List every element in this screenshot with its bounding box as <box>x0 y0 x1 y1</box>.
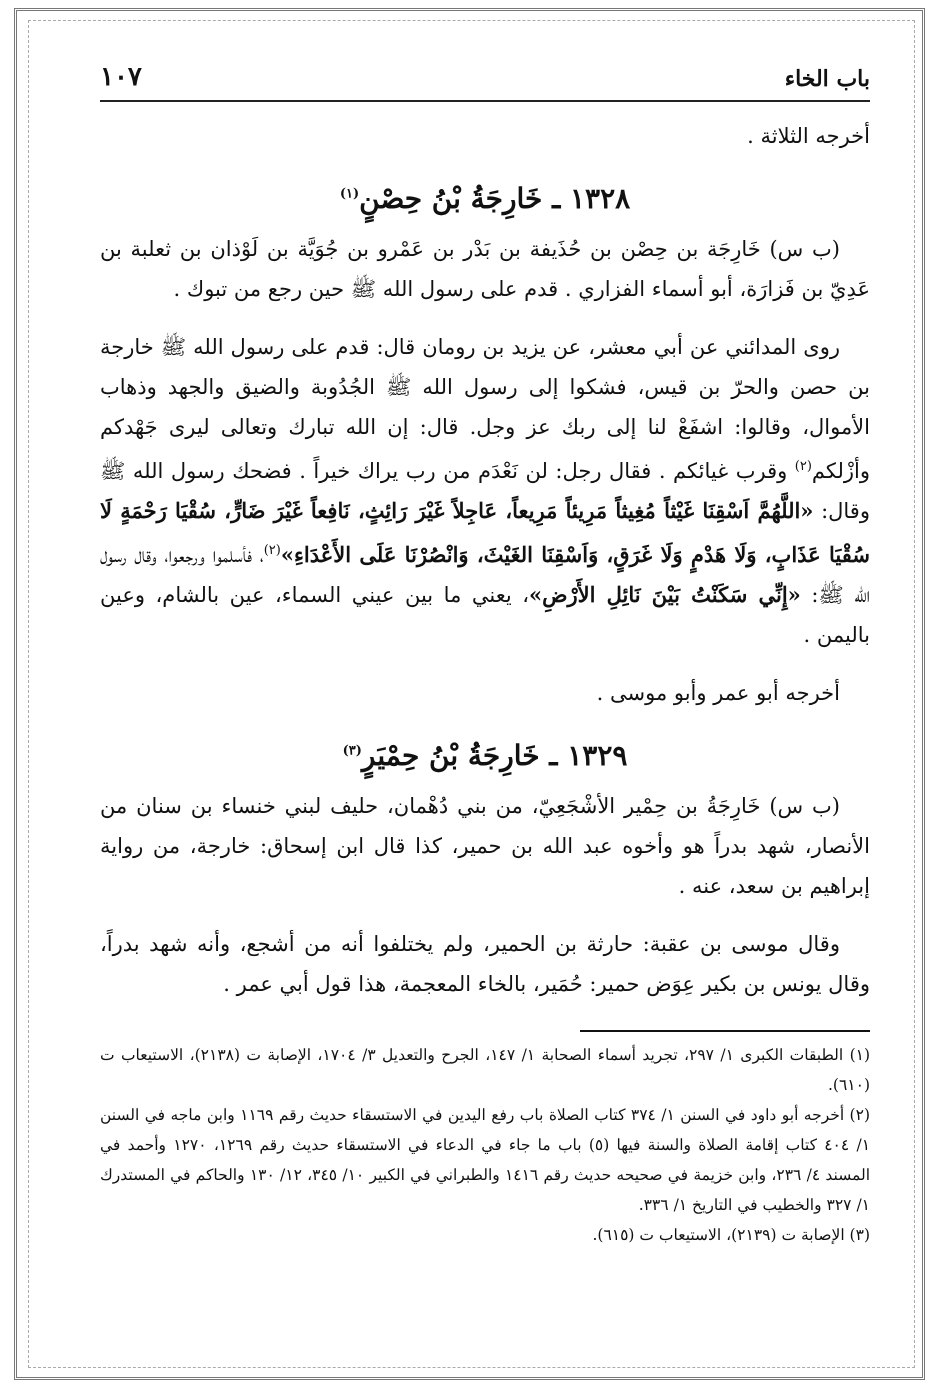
paragraph-text: روى المدائني عن أبي معشر، عن يزيد بن رومان قال: قدم على رسول الله ﷺ خارجة بن حصن والحرّ بن قيس، فشكوا إلى رسول الله ﷺ الجُدُوبة والضيق والجهد وذهاب الأموال، وقالوا: اشفَعْ لنا إلى ربك عز وجل. قال: إن الله تبارك وتعالى ليرى جَهْدكم وأزْلكم <box>100 335 870 483</box>
footnote-2: (٢) أخرجه أبو داود في السنن ١/ ٣٧٤ كتاب الصلاة باب رفع اليدين في الاستسقاء حديث رقم ١١٦٩ وابن ماجه في السنن ١/ ٤٠٤ كتاب إقامة الصلاة والسنة فيها (٥) باب ما جاء في الدعاء في الاستسقاء حديث رقم ١٢٦٩، ١٢٧٠ وأحمد في المسند ٤/ ٢٣٦، وابن خزيمة في صحيحه حديث رقم ١٤١٦ والطبراني في الكبير ١٠/ ٣٤٥، ١٢/ ١٣٠ والحاكم في المستدرك ١/ ٣٢٧ والخطيب في التاريخ ١/ ٣٣٦. <box>100 1106 871 1214</box>
footnote-separator <box>580 1030 870 1032</box>
entry-1328-heading <box>100 182 870 215</box>
page <box>100 60 870 1360</box>
paragraph-text: وقرب غيائكم . فقال رجل: لن نَعْدَم من رب يراك خيراً . فضحك رسول الله ﷺ وقال: <box>100 459 870 523</box>
footnote-3: (٣) الإصابة ت (٢١٣٩)، الاستيعاب ت (٦١٥). <box>592 1226 870 1244</box>
paragraph-text: ، فأسلموا ورجعوا، وقال رسول الله ﷺ: <box>100 543 871 607</box>
footnote-ref: (١) <box>339 186 360 202</box>
footnotes <box>100 1040 870 1250</box>
entry-1328-paragraph-1: (ب س) خَارِجَة بن حِصْن بن حُذَيفة بن بَدْر بن عَمْرو بن جُوَيَّة بن لَوْذان بن ثعلبة بن عَدِيّ بن فَزارَة، أبو أسماء الفزاري . قدم على رسول الله ﷺ حين رجع من تبوك . <box>100 237 870 301</box>
entry-1329-title: ١٣٢٩ ـ خَارِجَةُ بْنُ حِمْيَرٍ <box>361 739 628 772</box>
page-number: ١٠٧ <box>100 62 142 92</box>
running-title: باب الخاء <box>784 66 870 92</box>
entry-1329-paragraph-2: وقال موسى بن عقبة: حارثة بن الحمير، ولم يختلفوا أنه من أشجع، وأنه شهد بدراً، وقال يونس بن بكير عِوَض حمير: حُمَير، بالخاء المعجمة، هذا قول أبي عمر . <box>100 932 870 996</box>
entry-1329-heading <box>100 739 870 772</box>
page-header <box>100 60 870 102</box>
prophetic-prayer: «اللَّهُمَّ اَسْقِنَا غَيْثاً مُغِيثاً مَرِيئاً مَرِيعاً، عَاجِلاً غَيْرَ رَائِثٍ، نَافِعاً غَيْرَ ضَارٍّ، سُقْيَا رَحْمَةٍ لَا سُقْيَا عَذَابٍ، وَلَا هَدْمٍ وَلَا غَرَقٍ، وَاَسْقِنَا الغَيْثَ، وَانْصُرْنَا عَلَى الأَعْدَاءِ» <box>100 498 870 567</box>
footnote-ref: (٢) <box>263 543 281 558</box>
paragraph-text: ، يعني ما بين عيني السماء، عين بالشام، وعين باليمن . <box>100 583 870 647</box>
entry-1329-paragraph-1: (ب س) خَارِجَةُ بن حِمْير الأشْجَعِيّ، من بني دُهْمان، حليف لبني خنساء بن سنان من الأنصار، شهد بدراً هو وأخوه عبد الله بن حمير، كذا قال ابن إسحاق: خارجة، من رواية إبراهيم بن سعد، عنه . <box>100 794 870 898</box>
footnote-ref: (٣) <box>342 743 362 759</box>
entry-1328-closing: أخرجه أبو عمر وأبو موسى . <box>596 681 840 705</box>
intro-line: أخرجه الثلاثة . <box>747 124 870 148</box>
prophetic-saying: «إِنِّي سَكَنْتُ بَيْنَ نَائِلِ الأَرْضِ» <box>529 582 801 607</box>
footnote-1: (١) الطبقات الكبرى ١/ ٢٩٧، تجريد أسماء الصحابة ١/ ١٤٧، الجرح والتعديل ٣/ ١٧٠٤، الإصابة ت (٢١٣٨)، الاستيعاب ت (٦١٠). <box>100 1046 871 1094</box>
entry-1328-title: ١٣٢٨ ـ خَارِجَةُ بْنُ حِصْنٍ <box>359 182 631 215</box>
footnote-ref: (٢) <box>794 459 812 474</box>
entry-1328-paragraph-2 <box>100 327 870 655</box>
